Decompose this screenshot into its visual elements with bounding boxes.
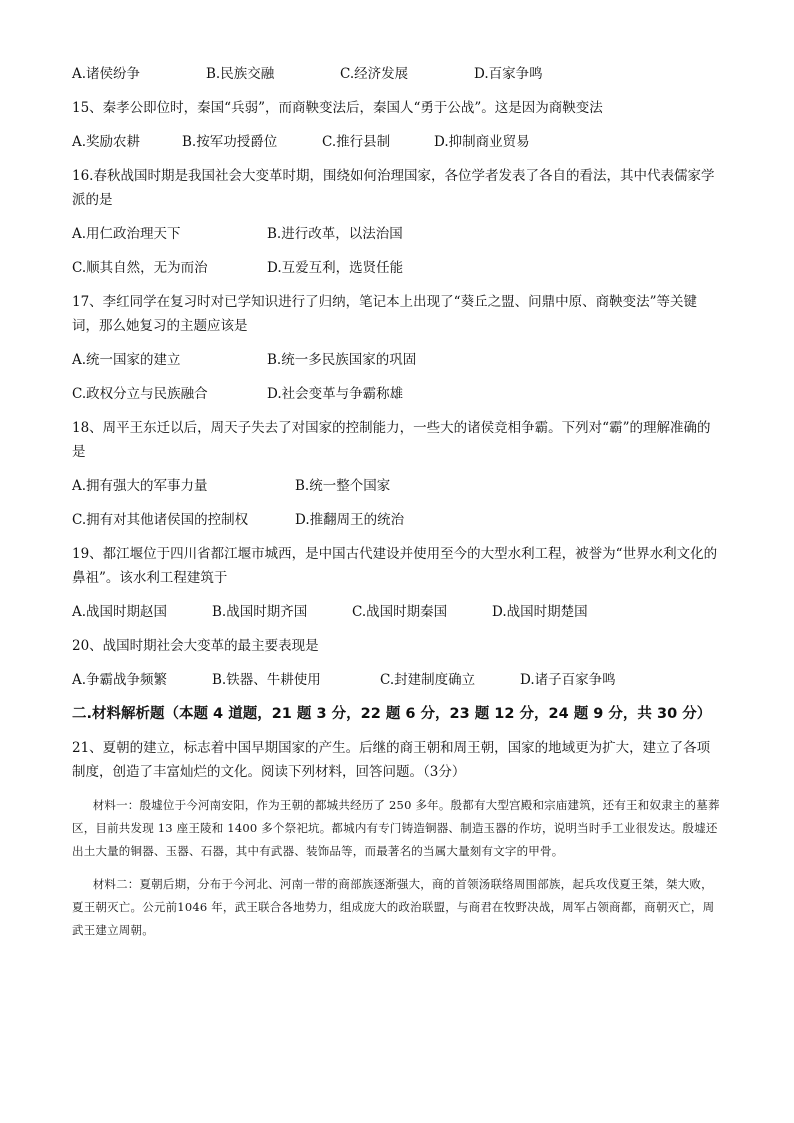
q19-option-a: A.战国时期赵国	[72, 604, 168, 620]
q16-option-c: C.顺其自然，无为而治	[72, 260, 208, 276]
q14-option-a: A.诸侯纷争	[72, 66, 141, 82]
q16-text: 16.春秋战国时期是我国社会大变革时期，围绕如何治理国家，各位学者发表了各自的看法，其中代表儒家学派的是	[72, 168, 715, 208]
q16-option-d: D.互爱互利，选贤任能	[267, 260, 404, 276]
q17-option-c: C.政权分立与民族融合	[72, 386, 208, 402]
q20-options	[72, 668, 722, 692]
q19-option-d: D.战国时期楚国	[492, 604, 588, 620]
q16-options-row2	[72, 256, 722, 280]
q18-option-a: A.拥有强大的军事力量	[72, 478, 208, 494]
q20-option-b: B.铁器、牛耕使用	[212, 672, 321, 688]
exam-page	[72, 62, 722, 942]
q19-text: 19、都江堰位于四川省都江堰市城西，是中国古代建设并使用至今的大型水利工程，被誉为“世界水利文化的鼻祖”。该水利工程建筑于	[72, 546, 718, 586]
q16-option-a: A.用仁政治理天下	[72, 226, 181, 242]
q19-option-b: B.战国时期齐国	[212, 604, 308, 620]
q21-material-1: 材料一：殷墟位于今河南安阳，作为王朝的都城共经历了 250 多年。殷都有大型宫殿和宗庙建筑，还有王和奴隶主的墓葬区，目前共发现 13 座王陵和 1400 多个祭祀坑。都城内有专门铸造铜器、制造玉器的作坊，说明当时手工业很发达。殷墟还出土大量的铜器、玉器、石器，其中有武器、装饰品等，而最著名的当属大量刻有文字的甲骨。	[72, 798, 720, 858]
q20-option-d: D.诸子百家争鸣	[520, 672, 616, 688]
q17-option-a: A.统一国家的建立	[72, 352, 181, 368]
q15-text: 15、秦孝公即位时，秦国“兵弱”，而商鞅变法后，秦国人“勇于公战”。这是因为商鞅变法	[72, 100, 603, 116]
q17-options-row2	[72, 382, 722, 406]
q18-option-d: D.推翻周王的统治	[295, 512, 405, 528]
q18-text: 18、周平王东迁以后，周天子失去了对国家的控制能力，一些大的诸侯竞相争霸。下列对“霸”的理解准确的是	[72, 420, 711, 460]
q17-text: 17、李红同学在复习时对已学知识进行了归纳，笔记本上出现了“葵丘之盟、问鼎中原、商鞅变法”等关键词，那么她复习的主题应该是	[72, 294, 697, 334]
q17-option-d: D.社会变革与争霸称雄	[267, 386, 404, 402]
q16-options-row1	[72, 222, 722, 246]
q20-text: 20、战国时期社会大变革的最主要表现是	[72, 638, 319, 654]
q20-option-a: A.争霸战争频繁	[72, 672, 168, 688]
q14-options	[72, 62, 722, 86]
q21-material-2: 材料二：夏朝后期，分布于今河北、河南一带的商部族逐渐强大，商的首领汤联络周围部族，起兵攻伐夏王桀，桀大败，夏王朝灭亡。公元前1046 年，武王联合各地势力，组成庞大的政治联盟，与商君在牧野决战，周军占领商都，商朝灭亡，周武王建立周朝。	[72, 877, 715, 937]
q20-option-c: C.封建制度确立	[380, 672, 476, 688]
q18-options-row2	[72, 508, 722, 532]
q15-option-a: A.奖励农耕	[72, 134, 141, 150]
q14-option-d: D.百家争鸣	[474, 66, 543, 82]
q18-option-c: C.拥有对其他诸侯国的控制权	[72, 512, 249, 528]
q15-option-b: B.按军功授爵位	[182, 134, 278, 150]
q21-text: 21、夏朝的建立，标志着中国早期国家的产生。后继的商王朝和周王朝，国家的地域更为扩大，建立了各项制度，创造了丰富灿烂的文化。阅读下列材料，回答问题。（3分）	[72, 740, 711, 780]
q18-options-row1	[72, 474, 722, 498]
q17-options-row1	[72, 348, 722, 372]
section-2-heading: 二.材料解析题（本题 4 道题，21 题 3 分，22 题 6 分，23 题 12 分，24 题 9 分，共 30 分）	[72, 706, 712, 722]
q15-option-c: C.推行县制	[322, 134, 391, 150]
q19-option-c: C.战国时期秦国	[352, 604, 448, 620]
q14-option-b: B.民族交融	[206, 66, 275, 82]
q18-option-b: B.统一整个国家	[295, 478, 391, 494]
q17-option-b: B.统一多民族国家的巩固	[267, 352, 417, 368]
q14-option-c: C.经济发展	[340, 66, 409, 82]
q19-options	[72, 600, 722, 624]
q15-options	[72, 130, 722, 154]
q15-option-d: D.抑制商业贸易	[434, 134, 530, 150]
q16-option-b: B.进行改革，以法治国	[267, 226, 403, 242]
